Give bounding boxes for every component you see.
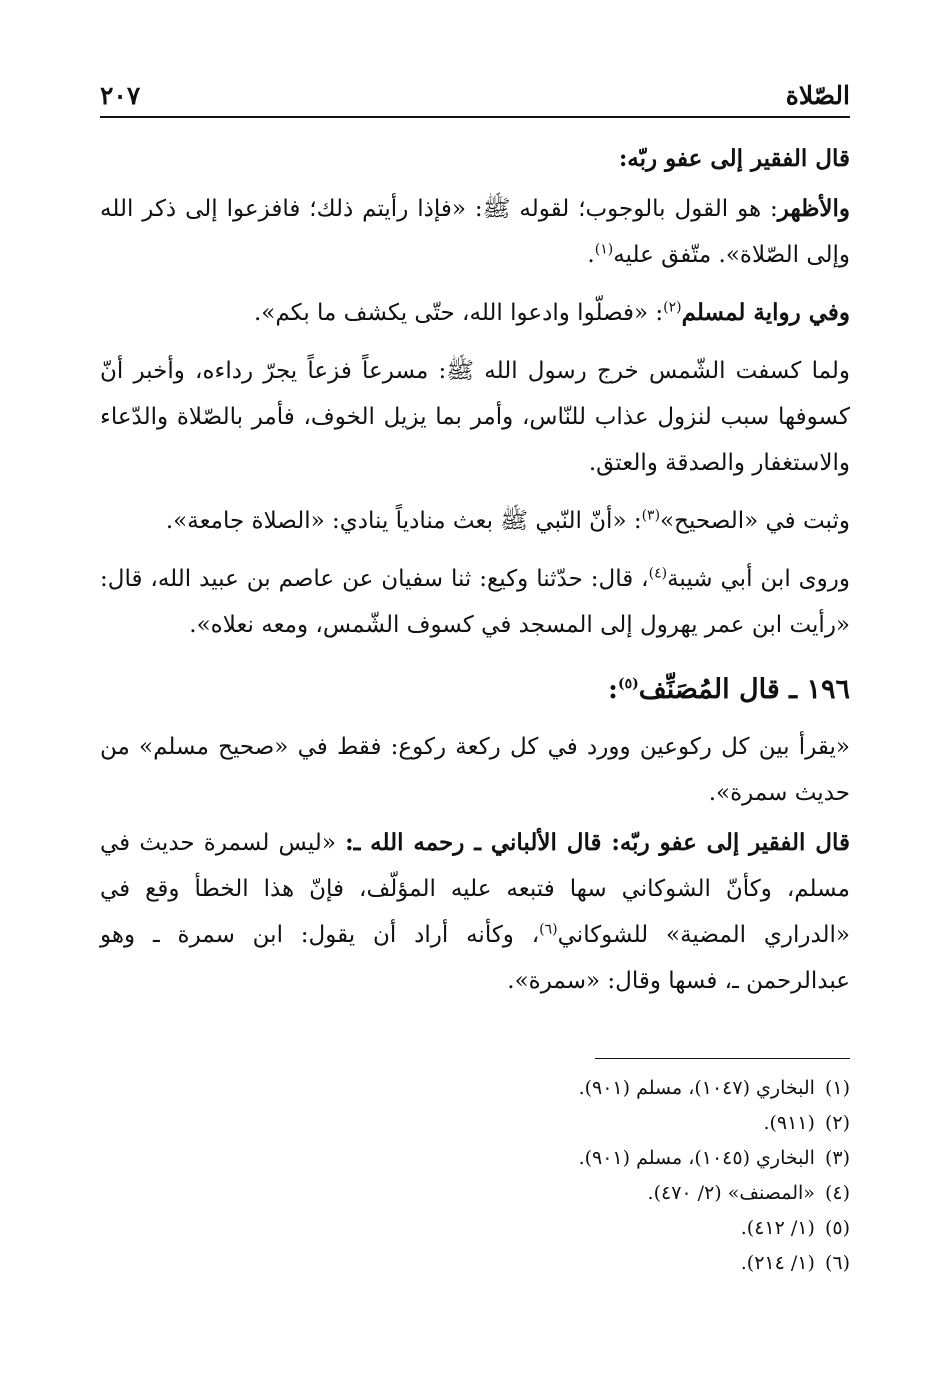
footnote-item: [100, 1071, 850, 1106]
paragraph-text: ولما كسفت الشّمس خرج رسول الله ﷺ: مسرعاً فزعاً يجرّ رداءه، وأخبر أنّ كسوفها سبب لنزول عذاب للنّاس، وأمر بما يزيل الخوف، فأمر بالصّلاة والدّعاء والاستغفار والصدقة والعتق.: [100, 358, 850, 476]
paragraph-lead: قال الفقير إلى عفو ربّه:: [618, 145, 850, 172]
paragraph-lead: وفي رواية لمسلم: [681, 299, 850, 326]
page: [100, 70, 850, 1016]
page-body: [100, 136, 850, 1004]
paragraph: [100, 136, 850, 182]
paragraph-text: : هو القول بالوجوب؛ لقوله ﷺ: «فإذا رأيتم ذلك؛ فافزعوا إلى ذكر الله وإلى الصّلاة». متّفق عليه: [100, 196, 850, 268]
footnote-ref: (٣): [641, 507, 661, 524]
footnote-text: البخاري (١٠٤٧)، مسلم (٩٠١).: [578, 1077, 815, 1099]
footnote-ref: (٦): [539, 921, 558, 938]
footnote-text: (٩١١).: [763, 1112, 815, 1134]
section-heading-colon: :: [608, 674, 618, 705]
paragraph-lead: قال الفقير إلى عفو ربّه: قال الألباني ـ رحمه الله ـ:: [345, 829, 851, 856]
footnote-item: [100, 1246, 850, 1281]
footnote-item: [100, 1176, 850, 1211]
paragraph-text: ، قال: حدّثنا وكيع: ثنا سفيان عن عاصم بن عبيد الله، قال: «رأيت ابن عمر يهرول إلى المسجد في كسوف الشّمس، ومعه نعلاه».: [100, 566, 850, 638]
footnote-text: «المصنف» (٢/ ٤٧٠).: [647, 1182, 815, 1204]
footnote-ref: (١): [594, 241, 614, 258]
footnote-item: [100, 1141, 850, 1176]
footnote-number: (٢): [824, 1112, 850, 1134]
paragraph-text: وروى ابن أبي شيبة: [667, 566, 850, 592]
footnote-number: (٦): [824, 1252, 850, 1274]
footnote-number: (١): [824, 1077, 850, 1099]
paragraph: [100, 290, 850, 336]
footnote-text: (١/ ٢١٤).: [740, 1252, 815, 1274]
footnote-item: [100, 1211, 850, 1246]
paragraph-text: .: [587, 242, 595, 268]
paragraph: [100, 820, 850, 1004]
running-title: الصّلاة: [785, 81, 850, 110]
paragraph: [100, 348, 850, 486]
footnote-ref: (٤): [648, 565, 668, 582]
footnotes: [100, 1058, 850, 1281]
section-heading-text: ١٩٦ ـ قال المُصَنِّف: [638, 674, 850, 705]
paragraph-text: وثبت في «الصحيح»: [660, 508, 850, 534]
footnote-list: [100, 1071, 850, 1281]
paragraph-text: ، وكأنه أراد أن يقول: ابن سمرة ـ وهو عبدالرحمن ـ، فسها وقال: «سمرة».: [100, 922, 850, 994]
paragraph-text: «يقرأ بين كل ركوعين وورد في كل ركعة ركوع: فقط في «صحيح مسلم» من حديث سمرة».: [100, 734, 850, 806]
paragraph-text: «ليس لسمرة حديث في مسلم، وكأنّ الشوكاني سها فتبعه عليه المؤلّف، فإنّ هذا الخطأ وقع في «الدراري المضية» للشوكاني: [100, 830, 850, 948]
paragraph-text: : «فصلّوا وادعوا الله، حتّى يكشف ما بكم».: [253, 300, 664, 326]
page-number: ٢٠٧: [100, 81, 141, 110]
footnote-number: (٣): [824, 1147, 850, 1169]
footnote-text: (١/ ٤١٢).: [740, 1217, 815, 1239]
footnote-item: [100, 1106, 850, 1141]
paragraph: [100, 186, 850, 278]
footnote-text: البخاري (١٠٤٥)، مسلم (٩٠١).: [578, 1147, 815, 1169]
paragraph: [100, 724, 850, 816]
footnote-number: (٥): [824, 1217, 850, 1239]
paragraph-text: : «أنّ النّبي ﷺ بعث منادياً ينادي: «الصلاة جامعة».: [165, 508, 642, 534]
footnote-number: (٤): [824, 1182, 850, 1204]
paragraph: [100, 556, 850, 648]
section-heading: [100, 666, 850, 714]
page-header: [100, 70, 850, 118]
paragraph-lead: والأظهر: [777, 195, 850, 222]
footnote-divider: [595, 1058, 850, 1059]
paragraph: [100, 498, 850, 544]
footnote-ref: (٢): [663, 299, 682, 316]
footnote-ref: (٥): [617, 676, 639, 692]
